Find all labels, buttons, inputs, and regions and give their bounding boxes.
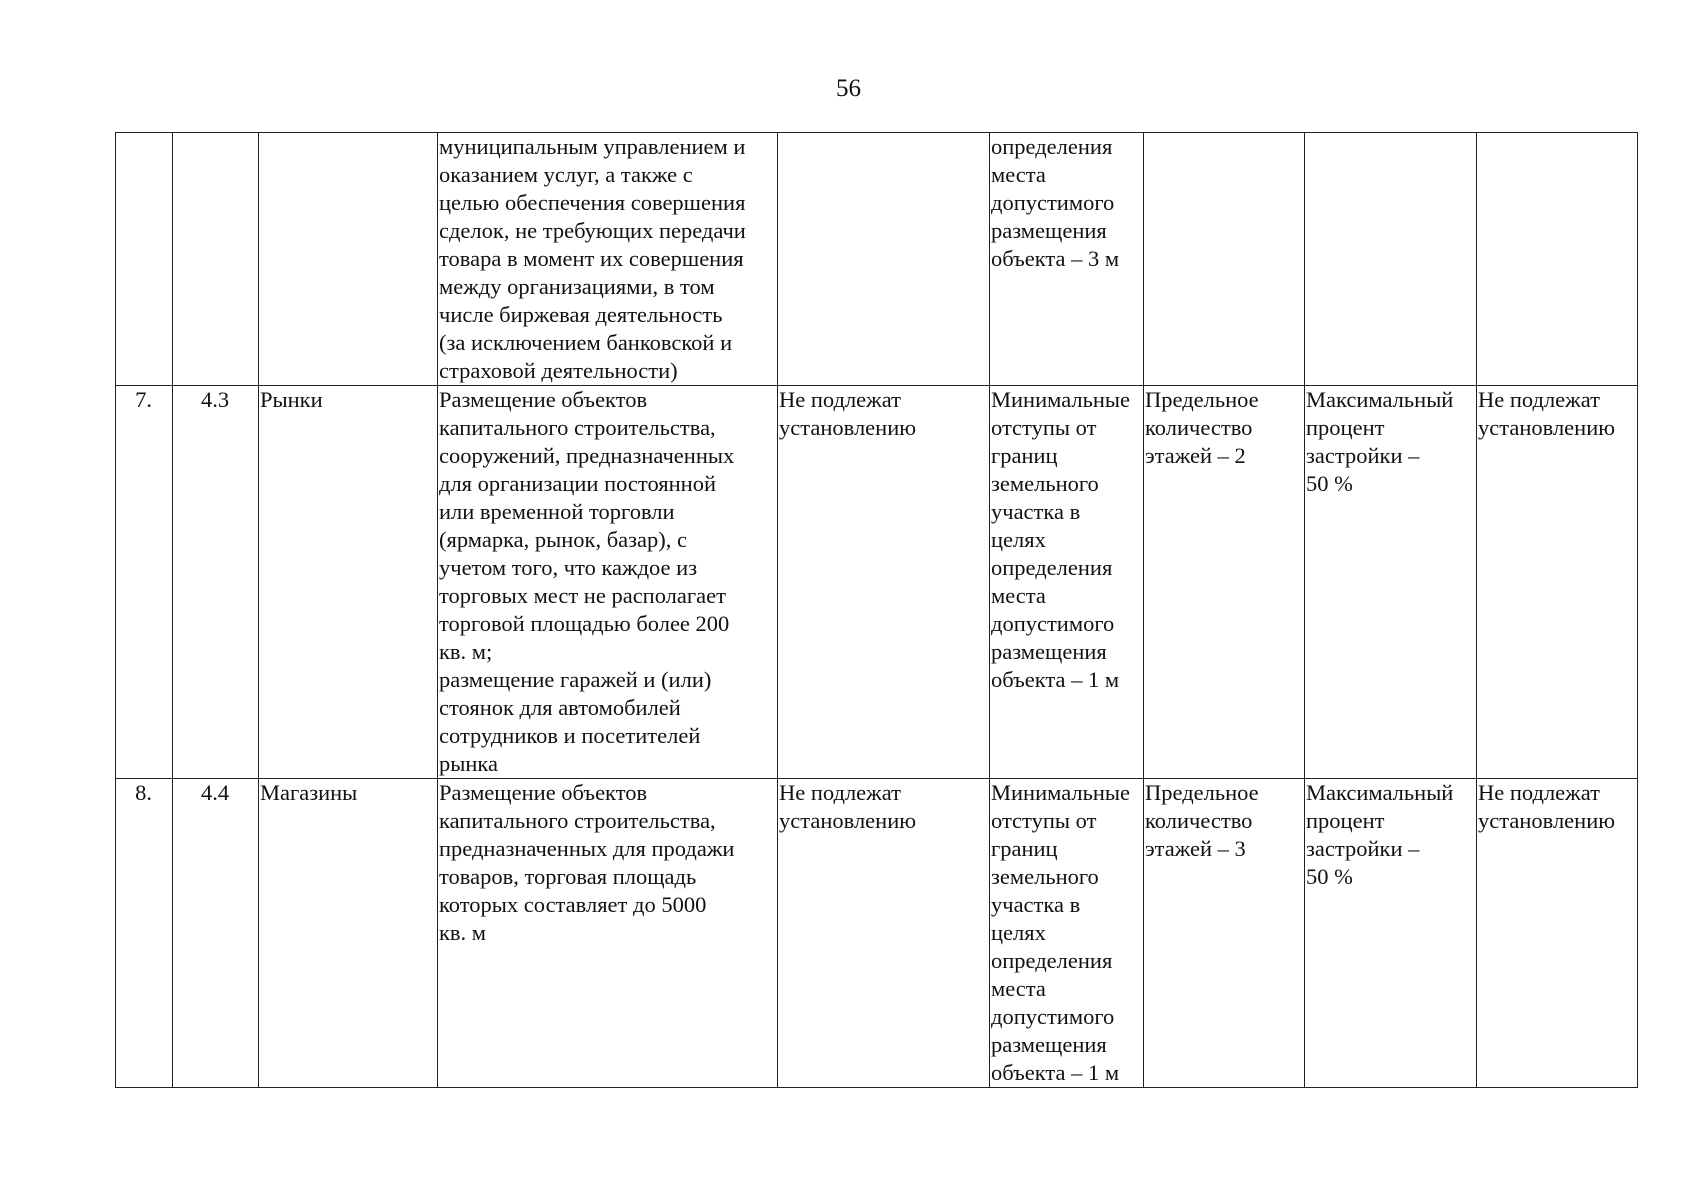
setbacks-cell: Минимальные отступы от границ земельного участка в целях определения места допустимого размещения объекта – 1 м: [990, 779, 1144, 1088]
use-name-cell: Магазины: [259, 779, 438, 1088]
floors-cell: Предельное количество этажей – 3: [1144, 779, 1305, 1088]
page-number: 56: [836, 75, 861, 102]
other-params-cell: Не подлежат установлению: [1477, 779, 1638, 1088]
table-row: [116, 386, 1638, 779]
use-name-cell: [259, 133, 438, 386]
row-number-cell: 7.: [116, 386, 173, 779]
use-description-cell: Размещение объектов капитального строительства, предназначенных для продажи товаров, торговая площадь которых составляет до 5000 кв. м: [438, 779, 778, 1088]
floors-cell: Предельное количество этажей – 2: [1144, 386, 1305, 779]
plot-size-cell: Не подлежат установлению: [778, 779, 990, 1088]
plot-size-cell: Не подлежат установлению: [778, 386, 990, 779]
other-params-cell: [1477, 133, 1638, 386]
coverage-cell: Максимальный процент застройки – 50 %: [1305, 779, 1477, 1088]
coverage-cell: Максимальный процент застройки – 50 %: [1305, 386, 1477, 779]
row-number-cell: [116, 133, 173, 386]
table-row: [116, 133, 1638, 386]
use-name-cell: Рынки: [259, 386, 438, 779]
use-description-cell: Размещение объектов капитального строительства, сооружений, предназначенных для организации постоянной или временной торговли (ярмарка, рынок, базар), с учетом того, что каждое из торговых мест не располагает торговой площадью более 200 кв. м; размещение гаражей и (или) стоянок для автомобилей сотрудников и посетителей рынка: [438, 386, 778, 779]
setbacks-cell: Минимальные отступы от границ земельного участка в целях определения места допустимого размещения объекта – 1 м: [990, 386, 1144, 779]
use-code-cell: 4.3: [173, 386, 259, 779]
floors-cell: [1144, 133, 1305, 386]
use-code-cell: [173, 133, 259, 386]
row-number-cell: 8.: [116, 779, 173, 1088]
table-row: [116, 779, 1638, 1088]
plot-size-cell: [778, 133, 990, 386]
land-use-table: [115, 132, 1638, 1088]
coverage-cell: [1305, 133, 1477, 386]
setbacks-cell: определения места допустимого размещения объекта – 3 м: [990, 133, 1144, 386]
other-params-cell: Не подлежат установлению: [1477, 386, 1638, 779]
use-description-cell: муниципальным управлением и оказанием услуг, а также с целью обеспечения совершения сделок, не требующих передачи товара в момент их совершения между организациями, в том числе биржевая деятельность (за исключением банковской и страховой деятельности): [438, 133, 778, 386]
use-code-cell: 4.4: [173, 779, 259, 1088]
